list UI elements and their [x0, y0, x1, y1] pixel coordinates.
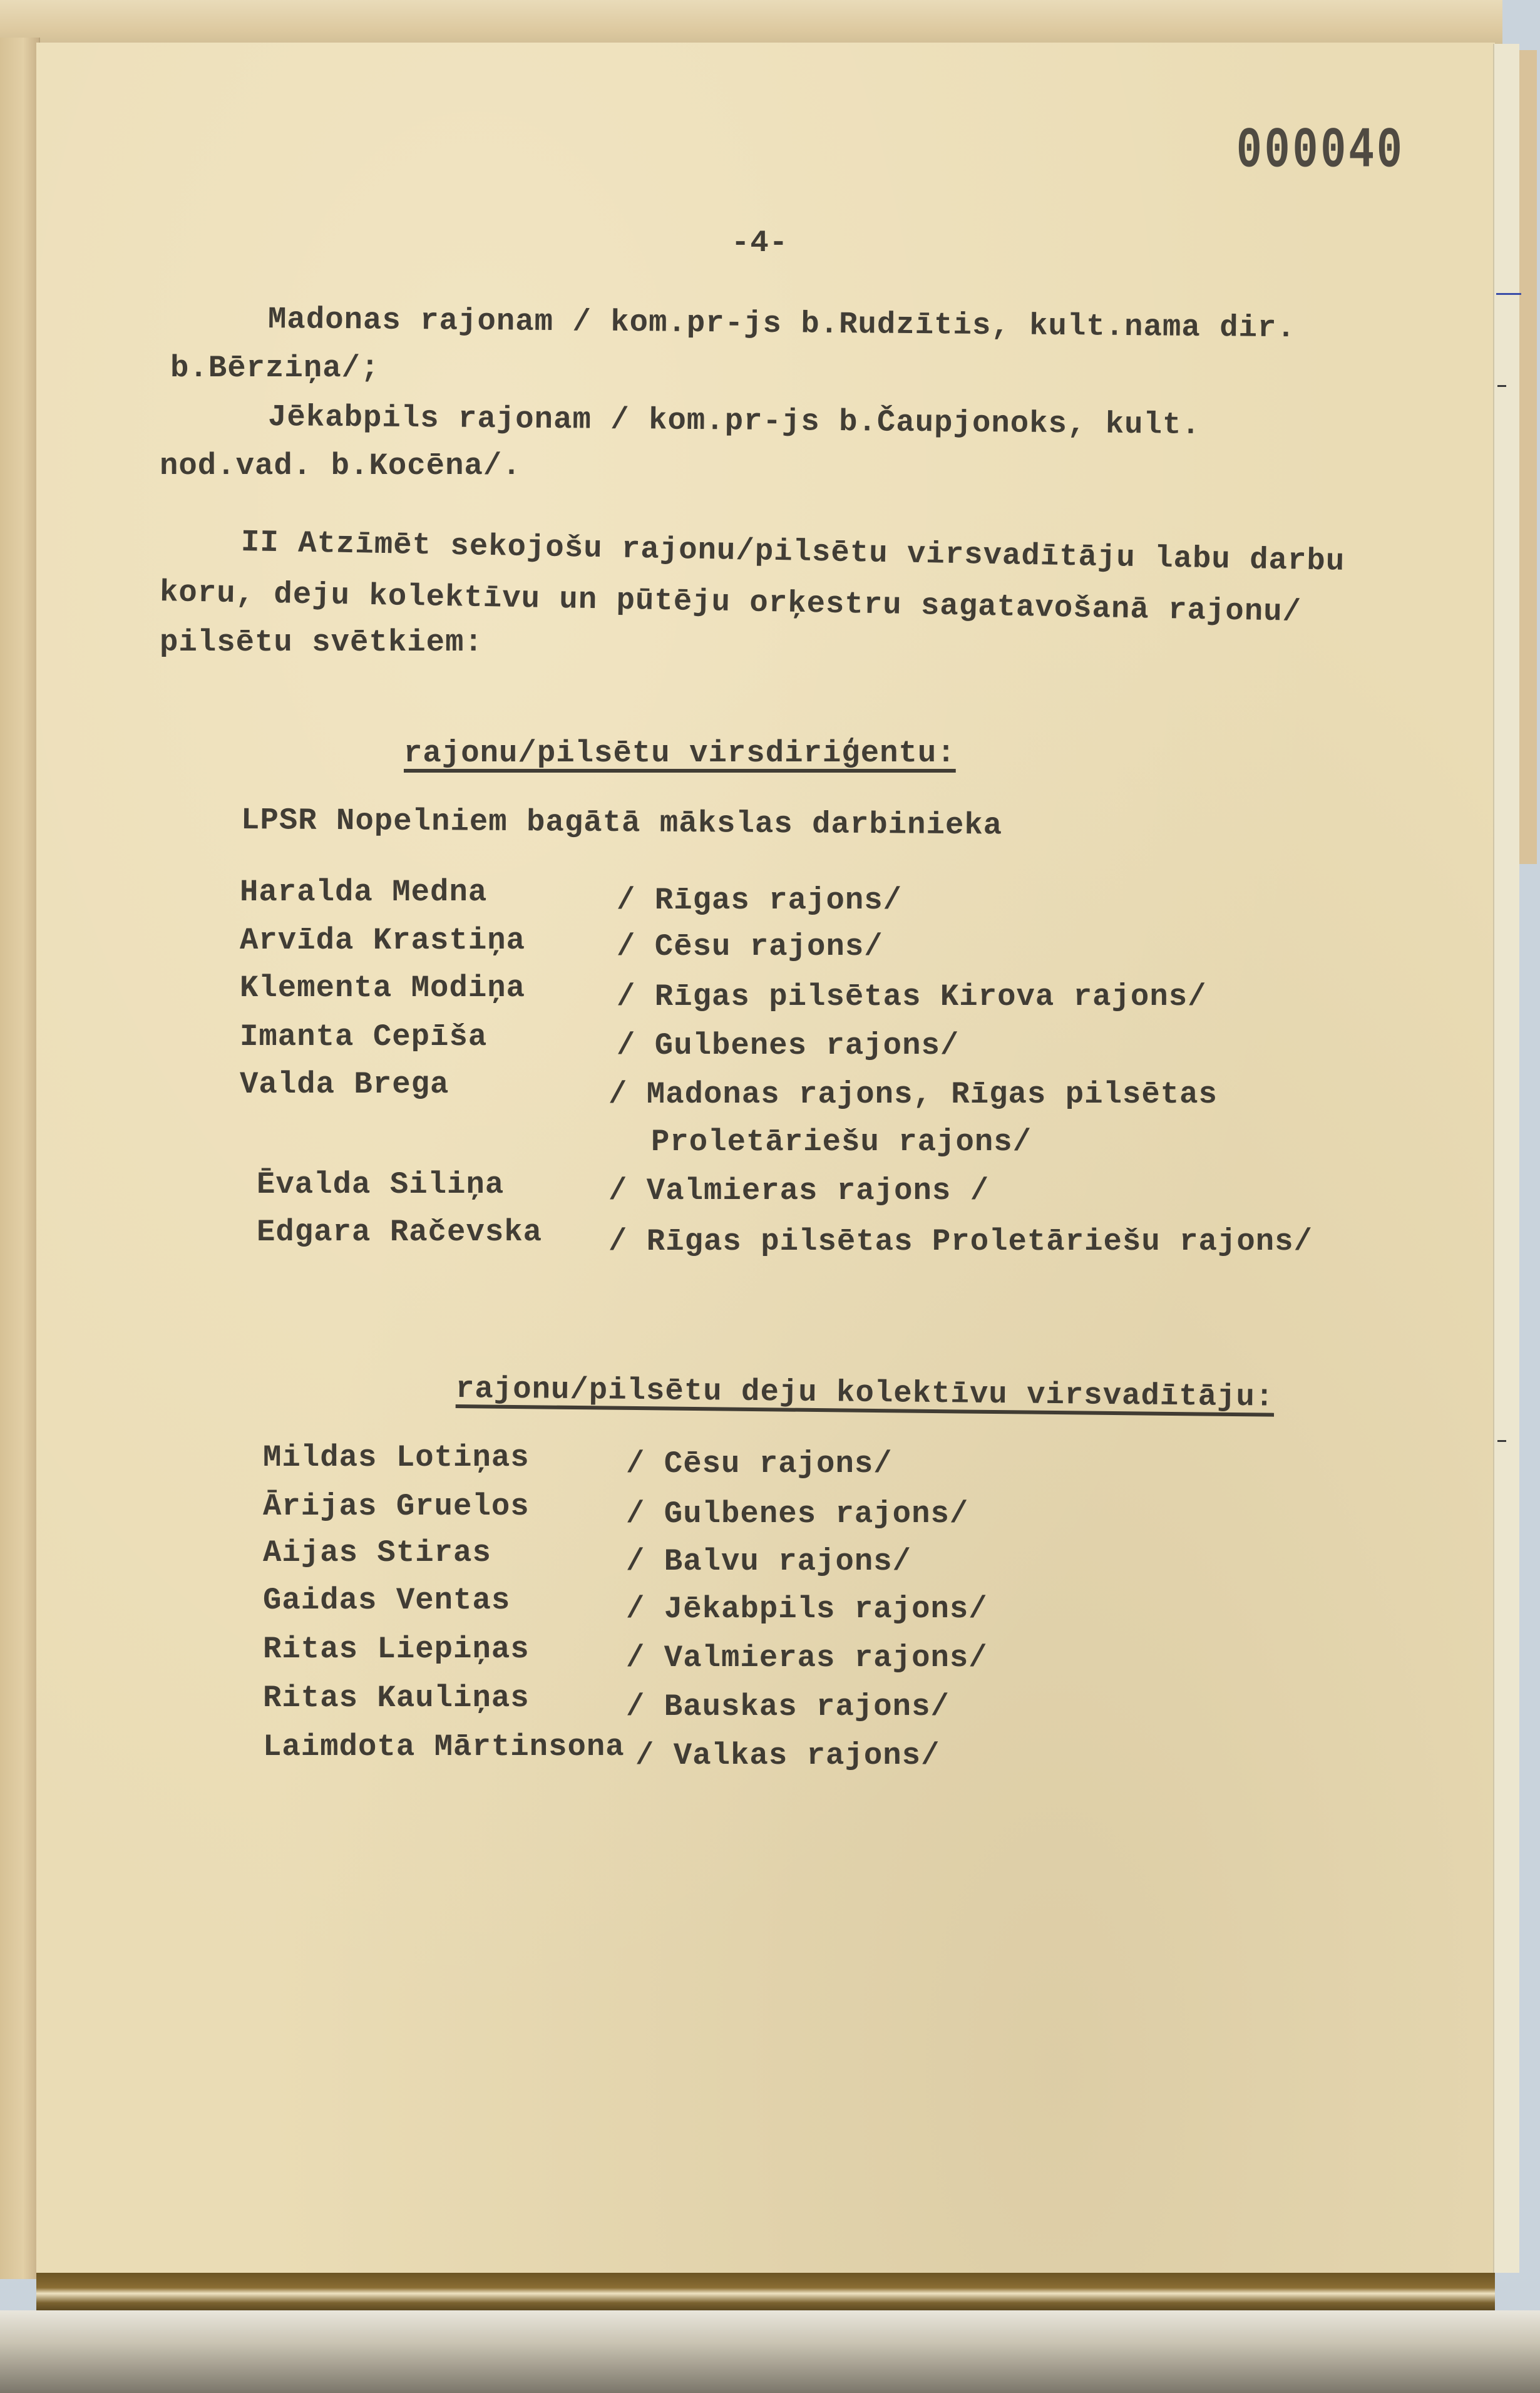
dance-leader-name: Ritas Liepiņas	[263, 1632, 530, 1667]
conductor-name: Haralda Mednа	[240, 875, 488, 910]
dance-leader-district: / Balvu rajons/	[626, 1544, 912, 1579]
conductor-name: Ēvalda Siliņa	[257, 1167, 505, 1202]
conductor-district: / Gulbenes rajons/	[617, 1028, 960, 1063]
conductor-name: Arvīda Krastiņa	[240, 923, 526, 958]
dance-leader-district: / Cēsu rajons/	[626, 1446, 893, 1481]
dance-leader-district: / Gulbenes rajons/	[626, 1496, 969, 1531]
page-number: -4-	[731, 225, 789, 260]
dance-leader-name: Ārijas Gruelos	[263, 1489, 530, 1524]
intro-line: b.Bērziņa/;	[170, 351, 380, 386]
dance-leader-name: Mildas Lotiņas	[263, 1440, 530, 1475]
underlying-leaf-right	[1518, 50, 1537, 864]
intro-line: Jēkabpils rajonam / kom.pr-js b.Čaupjonoks, kult.	[267, 399, 1201, 443]
dance-leader-district: / Valkas rajons/	[635, 1738, 940, 1773]
conductors-subheading: LPSR Nopelniem bagātā mākslas darbinieka	[240, 803, 1003, 843]
dance-leader-district: / Bauskas rajons/	[626, 1689, 950, 1724]
intro-line: nod.vad. b.Kocēna/.	[160, 448, 521, 483]
binding-strip-left	[0, 38, 40, 2279]
conductor-district: / Valmieras rajons /	[608, 1173, 990, 1208]
conductor-name: Klementa Modiņa	[240, 970, 526, 1006]
dance-leader-name: Aijas Stiras	[263, 1535, 491, 1570]
intro-line: Madonas rajonam / kom.pr-js b.Rudzītis, kult.nama dir.	[267, 302, 1296, 346]
section-ii-line: II Atzīmēt sekojošu rajonu/pilsētu virsvadītāju labu darbu	[240, 525, 1345, 579]
conductor-district-continued: Proletāriešu rajons/	[651, 1124, 1032, 1160]
conductors-heading: rajonu/pilsētu virsdiriģentu:	[404, 736, 956, 771]
conductor-district: / Cēsu rajons/	[617, 929, 883, 964]
conductor-district: / Madonas rajons, Rīgas pilsētas	[608, 1077, 1218, 1112]
section-ii-line: koru, deju kolektīvu un pūtēju orķestru sagatavošanā rajonu/	[159, 575, 1302, 630]
conductor-district: / Rīgas pilsētas Proletāriešu rajons/	[608, 1224, 1313, 1259]
dance-leader-name: Laimdota Mārtinsona	[263, 1729, 625, 1764]
conductor-name: Valda Brega	[240, 1067, 449, 1102]
dance-leader-district: / Valmieras rajons/	[626, 1640, 988, 1675]
conductor-name: Imanta Cepīša	[240, 1019, 488, 1054]
conductor-district: / Rīgas pilsētas Kirova rajons/	[617, 979, 1207, 1014]
page-bottom-edge	[36, 2273, 1495, 2310]
archive-number-stamp: 000040	[1236, 119, 1405, 184]
dance-leaders-heading: rajonu/pilsētu deju kolektīvu virsvadītāju:	[455, 1371, 1275, 1415]
dance-leader-district: / Jēkabpils rajons/	[626, 1592, 988, 1627]
blue-pen-mark	[1496, 293, 1521, 295]
conductor-district: / Rīgas rajons/	[617, 883, 903, 918]
margin-tick-mark	[1497, 385, 1506, 387]
underlying-pages	[0, 2310, 1540, 2393]
section-ii-line: pilsētu svētkiem:	[160, 625, 483, 660]
dance-leader-name: Ritas Kauliņas	[263, 1680, 530, 1716]
conductor-name: Edgara Račevska	[257, 1215, 543, 1250]
page-edge-right	[1493, 44, 1519, 2273]
margin-tick-mark	[1497, 1440, 1506, 1442]
dance-leader-name: Gaidas Ventas	[263, 1583, 511, 1618]
